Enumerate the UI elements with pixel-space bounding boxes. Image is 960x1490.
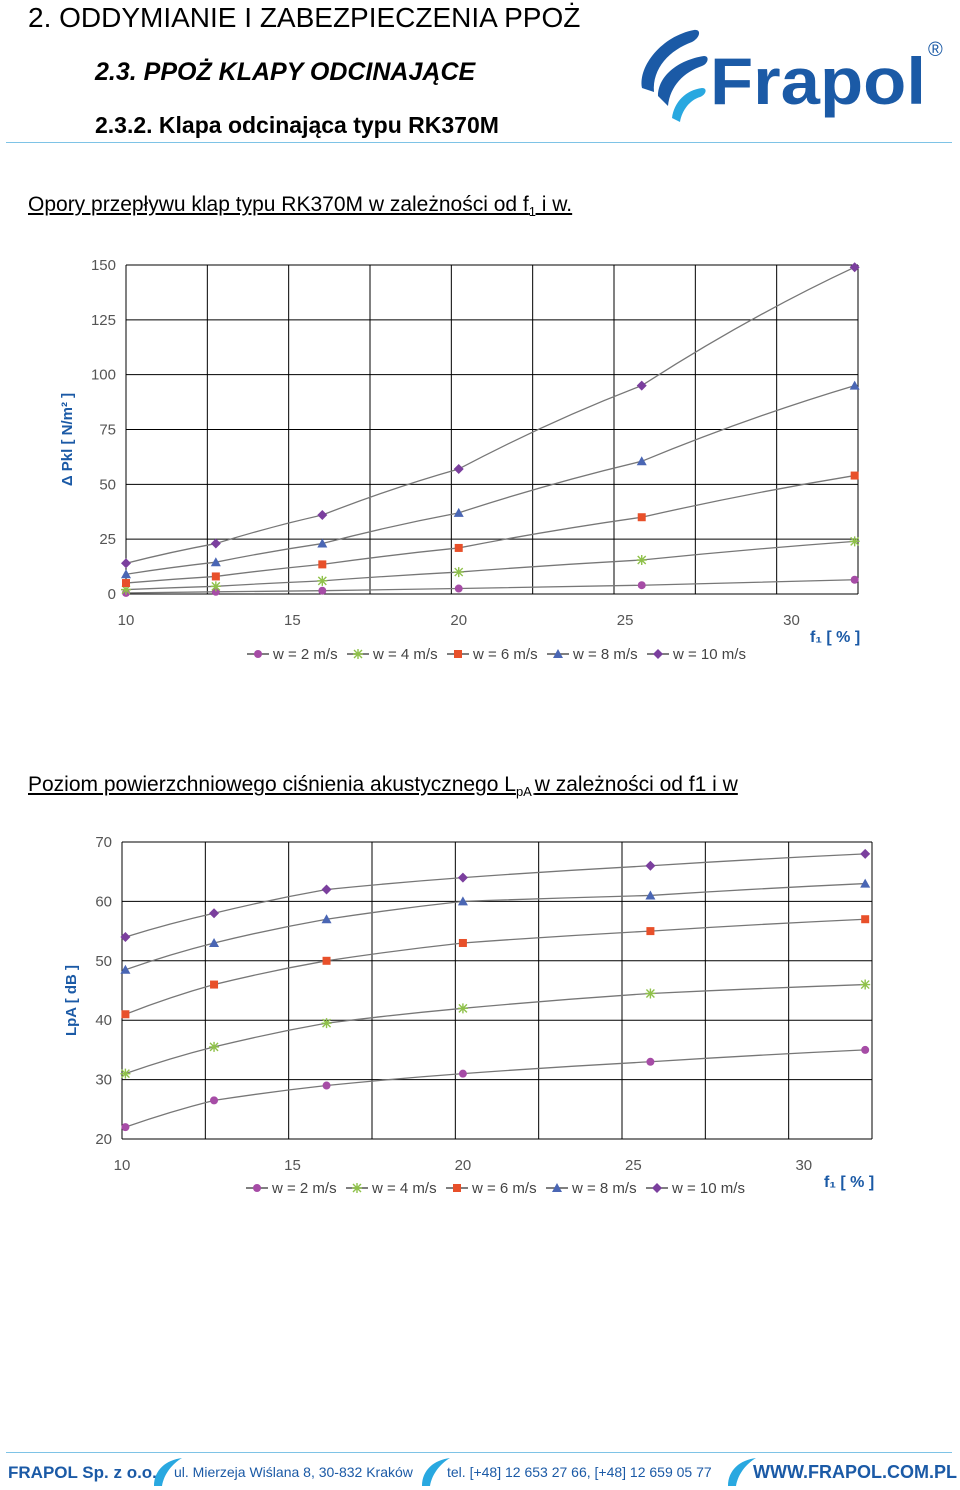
data-point xyxy=(455,585,463,593)
data-point xyxy=(646,927,654,935)
series-w-8-m-s xyxy=(120,879,870,974)
x-tick-label: 15 xyxy=(284,1157,301,1174)
data-point xyxy=(455,544,463,552)
y-tick-label: 70 xyxy=(95,834,112,851)
data-point xyxy=(850,536,860,546)
legend-item xyxy=(646,1180,745,1197)
series-w-2-m-s xyxy=(121,1046,869,1131)
series-w-8-m-s xyxy=(121,381,860,579)
legend-marker xyxy=(353,649,363,659)
x-axis-label: f₁ [ % ] xyxy=(810,629,861,646)
data-point xyxy=(211,539,221,549)
series-line xyxy=(126,476,855,583)
y-tick-label: 100 xyxy=(90,366,116,384)
data-point xyxy=(860,879,870,888)
x-tick-label: 20 xyxy=(450,612,468,629)
y-tick-label: 50 xyxy=(95,952,112,970)
data-point xyxy=(318,560,326,568)
x-tick-label: 30 xyxy=(795,1157,813,1174)
series-w-10-m-s xyxy=(121,262,860,568)
data-point xyxy=(210,981,218,989)
footer-company: FRAPOL Sp. z o.o. xyxy=(8,1463,157,1482)
data-point xyxy=(318,587,326,595)
y-axis-label: LpA [ dB ] xyxy=(63,964,80,1037)
header-divider xyxy=(6,142,952,143)
data-point xyxy=(646,1058,654,1066)
x-tick-label: 10 xyxy=(117,612,135,629)
legend-label: w = 2 m/s xyxy=(273,646,338,663)
data-point xyxy=(212,572,220,580)
footer-address: ul. Mierzeja Wiślana 8, 30-832 Kraków xyxy=(174,1464,413,1480)
data-point xyxy=(637,456,647,465)
y-tick-label: 50 xyxy=(99,476,116,494)
y-tick-label: 125 xyxy=(90,311,116,329)
data-point xyxy=(322,1018,332,1028)
legend-marker xyxy=(352,1183,362,1193)
logo-swoosh-icon xyxy=(642,30,708,122)
data-point xyxy=(637,381,647,391)
data-point xyxy=(851,576,859,584)
legend-label: w = 10 m/s xyxy=(672,1180,745,1197)
x-tick-label: 15 xyxy=(284,612,301,629)
series-line xyxy=(126,267,855,563)
data-point xyxy=(122,579,130,587)
section-heading: 2.3. PPOŻ KLAPY ODCINAJĄCE xyxy=(95,58,476,86)
legend-label: w = 8 m/s xyxy=(573,646,638,663)
legend-item xyxy=(547,646,638,663)
legend-item xyxy=(446,1180,537,1197)
pressure-drop-chart xyxy=(0,250,960,680)
x-tick-label: 30 xyxy=(783,612,800,629)
legend-marker xyxy=(254,650,262,658)
y-tick-label: 30 xyxy=(95,1071,112,1089)
series-line xyxy=(125,919,865,1014)
subsection-heading: 2.3.2. Klapa odcinająca typu RK370M xyxy=(95,112,499,138)
chart2-caption: Poziom powierzchniowego ciśnienia akustycznego $L_{pA}$ w zależności od f1 i w xyxy=(28,773,738,800)
data-point xyxy=(454,464,464,474)
series-w-6-m-s xyxy=(121,915,869,1018)
data-point xyxy=(637,555,647,565)
y-tick-label: 40 xyxy=(95,1012,112,1030)
series-line xyxy=(126,580,855,593)
legend xyxy=(246,1180,745,1197)
y-tick-label: 20 xyxy=(95,1131,112,1148)
chart1-caption: Opory przepływu klap typu RK370M w zależności od $f_1$ i w. xyxy=(28,193,573,220)
y-tick-label: 60 xyxy=(95,893,112,911)
data-point xyxy=(860,849,870,859)
data-point xyxy=(121,1010,129,1018)
y-tick-label: 25 xyxy=(99,531,116,549)
sound-pressure-chart xyxy=(0,828,960,1208)
footer-website[interactable]: WWW.FRAPOL.COM.PL xyxy=(753,1462,957,1482)
legend-label: w = 6 m/s xyxy=(473,646,538,663)
data-point xyxy=(317,576,327,586)
x-tick-label: 25 xyxy=(625,1157,642,1174)
footer-phone: tel. [+48] 12 653 27 66, [+48] 12 659 05 77 xyxy=(447,1464,712,1480)
y-tick-label: 0 xyxy=(107,586,116,603)
x-axis-label: f₁ [ % ] xyxy=(824,1174,875,1191)
data-point xyxy=(459,1070,467,1078)
data-point xyxy=(323,1082,331,1090)
data-point xyxy=(459,939,467,947)
legend-item xyxy=(647,646,746,663)
chapter-heading: 2. ODDYMIANIE I ZABEZPIECZENIA PPOŻ xyxy=(28,2,581,33)
footer xyxy=(0,1455,960,1490)
data-point xyxy=(638,581,646,589)
y-tick-label: 150 xyxy=(90,257,116,274)
legend-item xyxy=(347,646,438,663)
series-line xyxy=(126,386,855,575)
frapol-logo xyxy=(632,26,952,131)
series-line xyxy=(125,884,865,970)
legend-label: w = 6 m/s xyxy=(472,1180,537,1197)
data-point xyxy=(454,567,464,577)
series-line xyxy=(125,985,865,1074)
data-point xyxy=(638,513,646,521)
data-point xyxy=(851,472,859,480)
legend-item xyxy=(247,646,338,663)
data-point xyxy=(120,1069,130,1079)
legend-label: w = 4 m/s xyxy=(372,1180,437,1197)
series-w-4-m-s xyxy=(121,536,860,594)
logo-text: Frapol xyxy=(710,44,926,118)
x-tick-label: 10 xyxy=(113,1157,131,1174)
data-point xyxy=(209,908,219,918)
data-point xyxy=(317,510,327,520)
legend xyxy=(247,646,746,663)
data-point xyxy=(209,1042,219,1052)
legend-marker xyxy=(653,649,663,659)
legend-label: w = 10 m/s xyxy=(673,646,746,663)
data-point xyxy=(861,1046,869,1054)
y-axis-label: Δ Pkl [ N/m² ] xyxy=(59,392,76,487)
x-tick-label: 25 xyxy=(616,612,634,629)
data-point xyxy=(645,861,655,871)
legend-item xyxy=(346,1180,437,1197)
legend-label: w = 8 m/s xyxy=(572,1180,637,1197)
data-point xyxy=(860,980,870,990)
legend-marker xyxy=(652,1183,662,1193)
data-point xyxy=(458,873,468,883)
data-point xyxy=(211,581,221,591)
data-point xyxy=(121,558,131,568)
footer-divider xyxy=(6,1452,952,1453)
data-point xyxy=(323,957,331,965)
data-point xyxy=(458,1003,468,1013)
legend-label: w = 2 m/s xyxy=(272,1180,337,1197)
legend-item xyxy=(447,646,538,663)
registered-mark: ® xyxy=(928,39,943,61)
legend-marker xyxy=(453,1184,461,1192)
data-point xyxy=(210,1096,218,1104)
data-point xyxy=(322,885,332,895)
legend-item xyxy=(546,1180,637,1197)
legend-label: w = 4 m/s xyxy=(373,646,438,663)
series-w-10-m-s xyxy=(120,849,870,942)
series-line xyxy=(125,1050,865,1127)
series-w-4-m-s xyxy=(120,980,870,1079)
data-point xyxy=(861,915,869,923)
legend-marker xyxy=(253,1184,261,1192)
legend-item xyxy=(246,1180,337,1197)
legend-marker xyxy=(454,650,462,658)
y-tick-label: 75 xyxy=(99,421,116,439)
data-point xyxy=(645,988,655,998)
data-point xyxy=(121,1123,129,1131)
x-tick-label: 20 xyxy=(454,1157,472,1174)
